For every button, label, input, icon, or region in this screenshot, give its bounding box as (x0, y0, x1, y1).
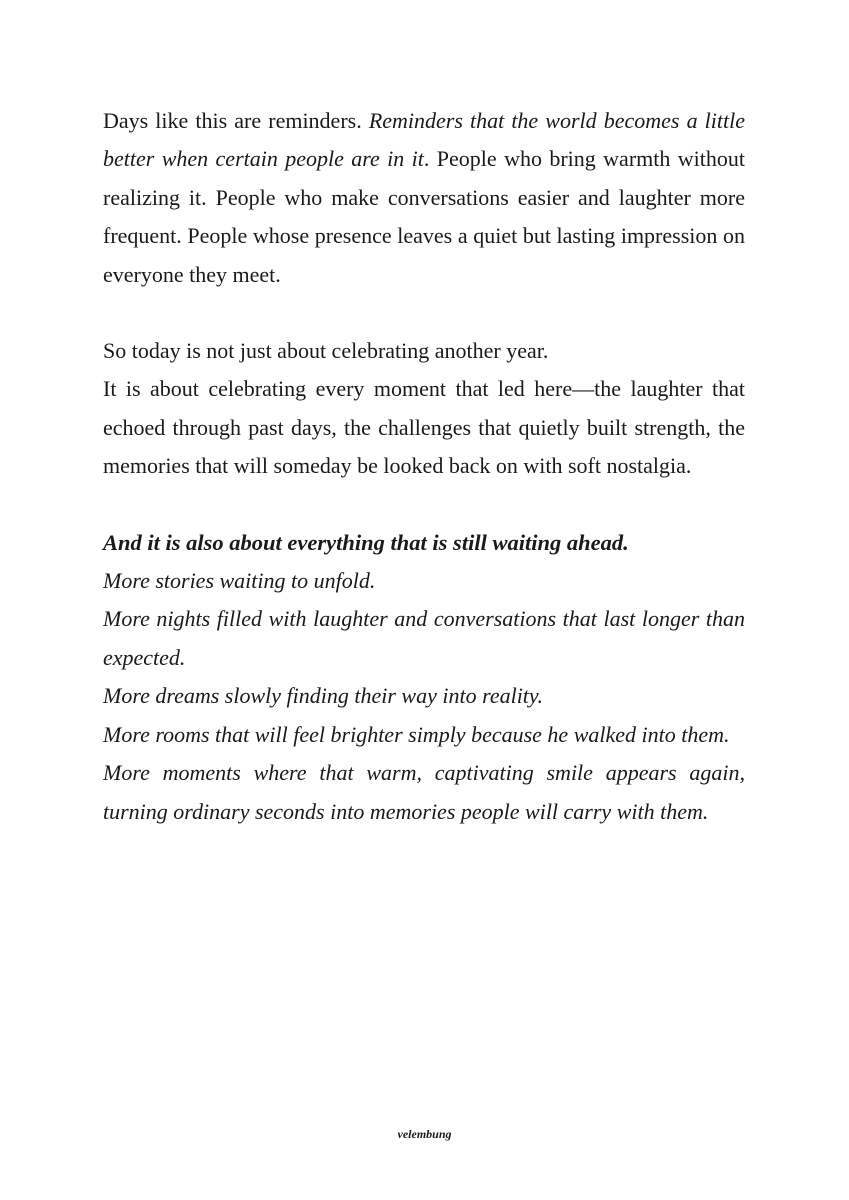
paragraph-celebrating (103, 332, 745, 486)
paragraph-gap (103, 486, 745, 524)
waiting-ahead-heading: And it is also about everything that is still waiting ahead. (103, 529, 629, 555)
celebrating-line-2: It is about celebrating every moment that led here—the laughter that echoed through past days, the challenges that quietly built strength, the memories that will someday be looked back on with soft nostalgia. (103, 376, 745, 479)
paragraph-waiting-ahead (103, 524, 745, 831)
footer-author: velembung (397, 1127, 452, 1141)
celebrating-line-1: So today is not just about celebrating another year. (103, 338, 549, 364)
waiting-ahead-line: More nights filled with laughter and conversations that last longer than expected. (103, 606, 745, 670)
waiting-ahead-line: More stories waiting to unfold. (103, 568, 376, 594)
reminders-italic: Reminders that the world becomes a little better when certain people are in it (103, 108, 746, 172)
reminders-rest: . People who bring warmth without realizing it. People who make conversations easier and laughter more frequent. People whose presence leaves a quiet but lasting impression on everyone they meet. (103, 146, 745, 287)
waiting-ahead-line: More rooms that will feel brighter simply because he walked into them. (103, 721, 730, 747)
paragraph-gap (103, 294, 745, 332)
waiting-ahead-line: More moments where that warm, captivating smile appears again, turning ordinary seconds into memories people will carry with them. (103, 760, 745, 824)
reminders-intro: Days like this are reminders. (103, 108, 369, 133)
page-body (103, 102, 745, 831)
waiting-ahead-line: More dreams slowly finding their way into reality. (103, 683, 543, 709)
paragraph-reminders (103, 102, 745, 294)
